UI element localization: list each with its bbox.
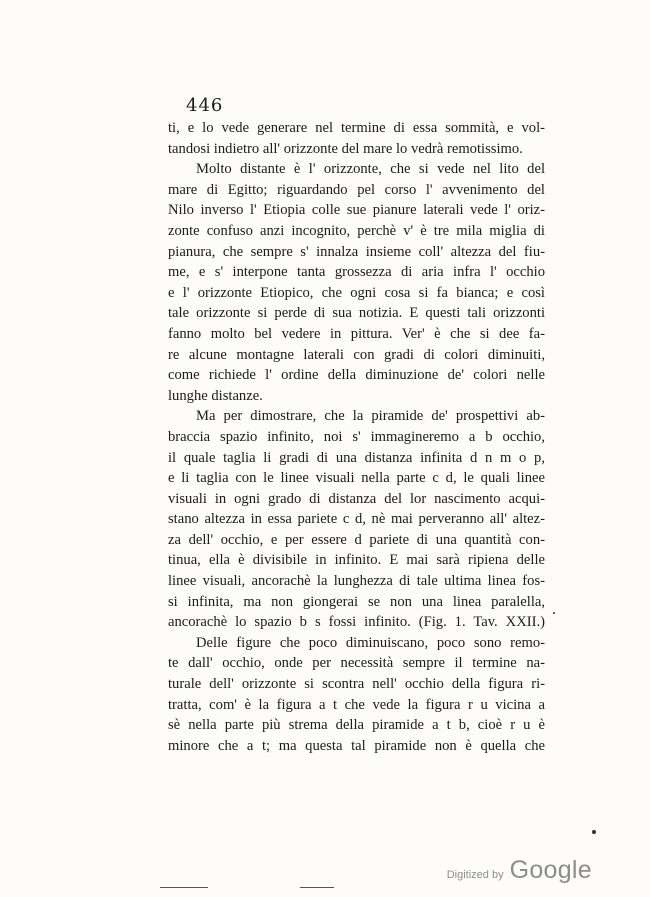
text-line: visuali in ogni grado di distanza del lor nascimento acqui-	[168, 490, 545, 507]
text-line: tandosi indietro all' orizzonte del mare lo vedrà remotissimo.	[168, 140, 523, 157]
text-line: Ma per dimostrare, che la piramide de' prospettivi ab-	[196, 408, 545, 425]
text-line: Molto distante è l' orizzonte, che si vede nel lito del	[196, 161, 545, 178]
text-line: te dall' occhio, onde per necessità sempre il termine na-	[168, 655, 545, 672]
text-line: sè nella parte più strema della piramide a t b, cioè r u è	[168, 717, 545, 734]
ink-speck	[553, 612, 555, 614]
text-line: lunghe distanze.	[168, 387, 263, 404]
text-line: zonte confuso anzi incognito, perchè v' è tre mila miglia di	[168, 222, 545, 239]
digitized-watermark	[447, 856, 592, 885]
text-line: tratta, com' è la figura a t che vede la figura r u vicina a	[168, 696, 545, 713]
body-text	[168, 118, 545, 756]
text-line: braccia spazio infinito, noi s' immagineremo a b occhio,	[168, 428, 545, 445]
text-line: ti, e lo vede generare nel termine di essa sommità, e vol-	[168, 120, 545, 136]
text-line: mare di Egitto; riguardando pel corso l' avvenimento del	[168, 181, 545, 198]
text-line: za dell' occhio, e per essere d pariete di una quantità con-	[168, 531, 545, 548]
google-logo: Google	[509, 856, 592, 884]
text-line: il quale taglia li gradi di una distanza infinita d n m o p,	[168, 449, 545, 466]
footer-rule	[160, 887, 208, 888]
text-line: minore che a t; ma questa tal piramide non è quella che	[168, 737, 545, 754]
text-line: fanno molto bel vedere in pittura. Ver' è che si dee fa-	[168, 325, 545, 342]
text-line: turale dell' orizzonte si scontra nell' occhio della figura ri-	[168, 676, 545, 693]
text-line: si infinita, ma non giongerai se non una linea paralella,	[168, 593, 545, 610]
ink-speck	[592, 830, 596, 834]
text-line: pianura, che sempre s' innalza insieme coll' altezza del fiu-	[168, 243, 545, 260]
text-line: Delle figure che poco diminuiscano, poco sono remo-	[196, 634, 545, 651]
text-line: tinua, ella è divisibile in infinito. E mai sarà ripiena delle	[168, 552, 545, 569]
watermark-prefix: Digitized by	[446, 869, 504, 881]
text-line: Nilo inverso l' Etiopia colle sue pianure laterali vede l' oriz-	[168, 202, 545, 219]
text-line: re alcune montagne laterali con gradi di colori diminuiti,	[168, 346, 545, 363]
text-line: come richiede l' ordine della diminuzione de' colori nelle	[168, 367, 545, 384]
text-line: ancorachè lo spazio b s fossi infinito. (Fig. 1. Tav. XXII.)	[168, 614, 545, 631]
text-line: e l' orizzonte Etiopico, che ogni cosa si fa bianca; e così	[168, 284, 545, 301]
text-line: e li taglia con le linee visuali nella parte c d, le quali linee	[168, 470, 545, 487]
footer-rule	[300, 887, 334, 888]
text-line: linee visuali, ancorachè la lunghezza di tale ultima linea fos-	[168, 573, 545, 590]
text-line: tale orizzonte si perde di sua notizia. E questi tali orizzonti	[168, 305, 545, 322]
page-number: 446	[186, 95, 224, 116]
text-line: stano altezza in essa pariete c d, nè mai perveranno all' altez-	[168, 511, 545, 528]
text-line: me, e s' interpone tanta grossezza di aria infra l' occhio	[168, 264, 545, 281]
